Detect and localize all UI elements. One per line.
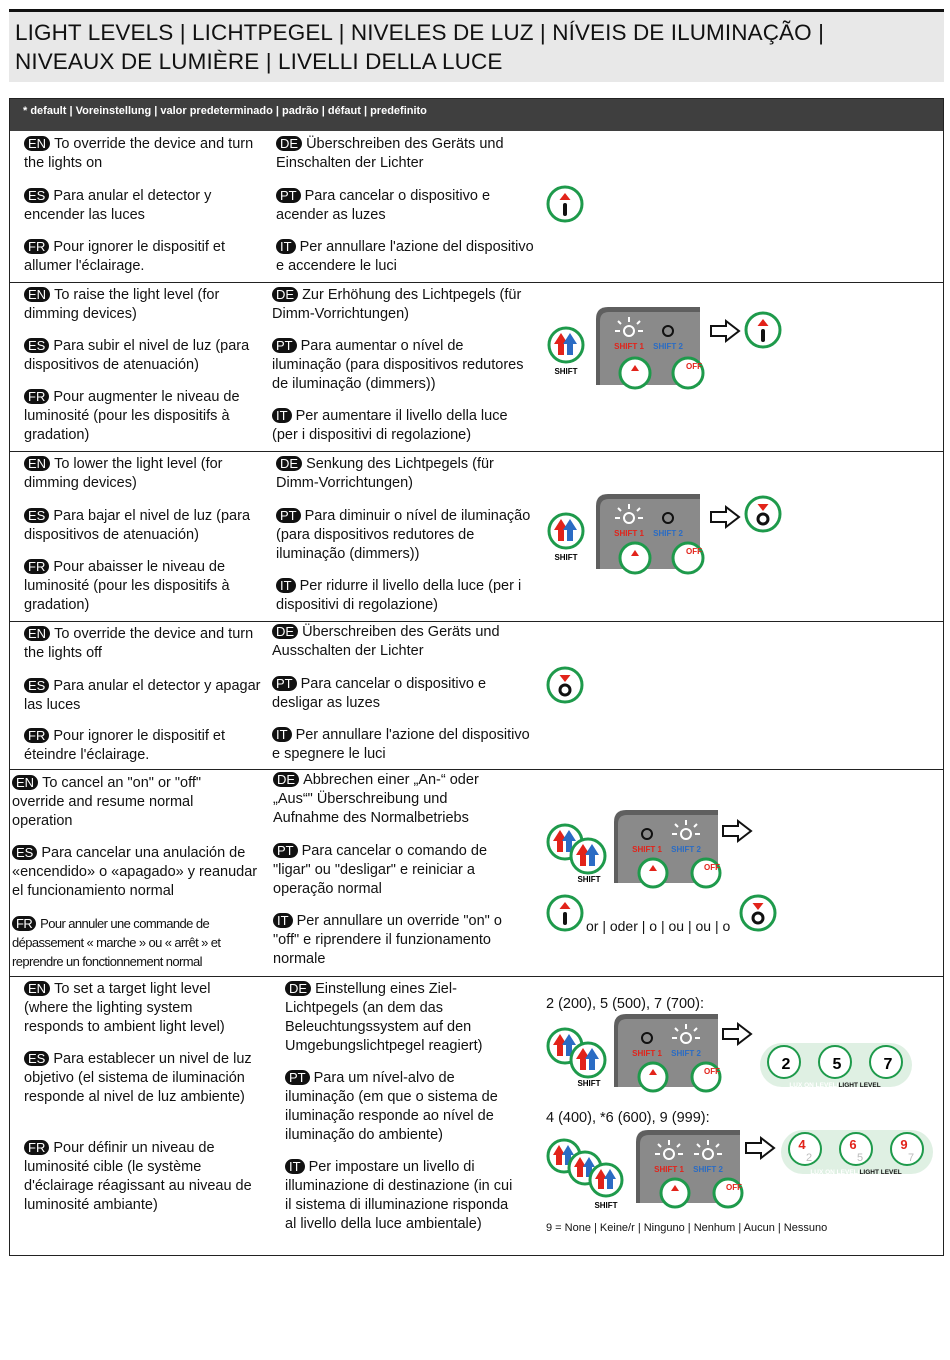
- shift2-label: SHIFT 2: [671, 845, 701, 854]
- lang-tag-en: EN: [24, 287, 50, 302]
- es-text: ES Para cancelar una anulación de «encendido» o «apagado» y reanudar el funcionamiento normal: [12, 845, 258, 899]
- lang-tag-fr: FR: [12, 916, 36, 931]
- es-text: ES Para bajar el nivel de luz (para dispositivos de atenuación): [24, 508, 251, 543]
- fr-text: FR Pour définir un niveau de luminosité cible (le système d'éclairage réagissant au niveau de luminosité ambiante): [24, 1140, 252, 1213]
- lang-tag-en: EN: [24, 626, 50, 641]
- shift1-label: SHIFT 1: [632, 1049, 662, 1058]
- arrow-right-icon: [745, 1137, 775, 1159]
- lang-tag-it: IT: [276, 239, 296, 254]
- es-text: ES Para establecer un nivel de luz objetivo (el sistema de iluminación responde al nivel de luz ambiente): [24, 1051, 252, 1105]
- or-options-text: or | oder | o | ou | ou | o: [586, 918, 731, 934]
- arrow-right-icon: [710, 320, 740, 342]
- digit-2: 2: [781, 1056, 791, 1073]
- row-lower-level: [10, 452, 943, 622]
- default-note-header: * default | Voreinstellung | valor predeterminado | padrão | défaut | predefinito: [10, 99, 943, 131]
- fr-text: FR Pour ignorer le dispositif et allumer l'éclairage.: [24, 239, 226, 274]
- shift2-label: SHIFT 2: [693, 1165, 723, 1174]
- shift1-label: SHIFT 1: [614, 529, 644, 538]
- lang-tag-pt: PT: [272, 338, 297, 353]
- light-label: LIGHT LEVEL: [859, 1169, 902, 1176]
- pt-text: PT Para diminuir o nível de iluminação (para dispositivos redutores de iluminação (dimmers)): [276, 508, 531, 562]
- lang-tag-pt: PT: [272, 676, 297, 691]
- lang-tag-de: DE: [272, 287, 298, 302]
- de-text: DE Überschreiben des Geräts und Ausschalten der Lichter: [272, 624, 500, 659]
- title-bar: [9, 9, 944, 82]
- lang-tag-it: IT: [273, 913, 293, 928]
- instruction-table: [9, 98, 944, 1256]
- lang-tag-fr: FR: [24, 1140, 49, 1155]
- svg-text:LUX ON LEVEL/LIGHT LEVEL: [810, 1169, 901, 1176]
- remote-panel-icon: [614, 1014, 718, 1087]
- remote-panel-icon: [596, 494, 700, 569]
- shift-button-double-icon: [545, 1026, 611, 1088]
- lang-tag-es: ES: [24, 1051, 49, 1066]
- lux-level-selector-icon: [758, 1041, 914, 1091]
- it-text: IT Per ridurre il livello della luce (per i dispositivi di regolazione): [276, 578, 522, 613]
- it-text: IT Per impostare un livello di illuminazione di destinazione (in cui il sistema di illuminazione risponda al livello della luce ambientale): [285, 1159, 513, 1232]
- pt-text: PT Para aumentar o nível de iluminação (para dispositivos redutores de iluminação (dimmers)): [272, 338, 524, 392]
- shift-label: SHIFT: [554, 367, 578, 376]
- de-text: DE Senkung des Lichtpegels (für Dimm-Vorrichtungen): [276, 456, 494, 491]
- light-on-button-icon: [545, 184, 585, 224]
- es-text: ES Para anular el detector y apagar las luces: [24, 678, 261, 713]
- pt-text: PT Para cancelar o dispositivo e acender as luzes: [276, 188, 491, 223]
- shift-label: SHIFT: [554, 553, 578, 562]
- lang-tag-pt: PT: [276, 508, 301, 523]
- it-text: IT Per annullare l'azione del dispositivo e spegnere le luci: [272, 727, 530, 762]
- lang-tag-en: EN: [12, 775, 38, 790]
- shift2-label: SHIFT 2: [653, 342, 683, 351]
- de-text: DE Einstellung eines Ziel-Lichtpegels (an dem das Beleuchtungssystem auf den Umgebungslichtpegel reagiert): [285, 981, 483, 1054]
- fr-text: FR Pour ignorer le dispositif et éteindre l'éclairage.: [24, 728, 226, 763]
- lux-label: LUX ON LEVEL: [789, 1082, 837, 1089]
- off-label: OFF: [686, 547, 702, 556]
- it-text: IT Per aumentare il livello della luce (per i dispositivi di regolazione): [272, 408, 508, 443]
- lux-level-selector-icon: [779, 1128, 935, 1178]
- lang-tag-es: ES: [24, 508, 49, 523]
- shift-button-triple-icon: [545, 1137, 635, 1211]
- digit-5-faded: 5: [856, 1152, 864, 1164]
- shift-button-icon: [545, 511, 589, 563]
- digit-7: 7: [883, 1056, 893, 1073]
- lang-tag-es: ES: [12, 845, 37, 860]
- fr-text: FR Pour augmenter le niveau de luminosité (pour les dispositifs à gradation): [24, 389, 240, 443]
- target-set1-label: 2 (200), 5 (500), 7 (700):: [546, 996, 704, 1012]
- lang-tag-en: EN: [24, 456, 50, 471]
- lang-tag-pt: PT: [276, 188, 301, 203]
- lang-tag-it: IT: [285, 1159, 305, 1174]
- light-label: LIGHT LEVEL: [838, 1082, 881, 1089]
- pt-text: PT Para cancelar o comando de "ligar" ou "desligar" e reiniciar a operação normal: [273, 843, 488, 897]
- digit-2-faded: 2: [805, 1152, 813, 1164]
- lang-tag-fr: FR: [24, 728, 49, 743]
- light-off-button-icon: [738, 893, 778, 933]
- it-text: IT Per annullare un override "on" o "off" e riprendere il funzionamento normale: [273, 913, 502, 967]
- de-text: DE Abbrechen einer „An-“ oder „Aus“" Überschreibung und Aufnahme des Normalbetriebs: [273, 772, 479, 826]
- shift-label: SHIFT: [594, 1201, 618, 1210]
- digit-9: 9: [900, 1137, 908, 1152]
- lang-tag-pt: PT: [273, 843, 298, 858]
- remote-panel-icon: [636, 1130, 740, 1203]
- lang-tag-it: IT: [272, 727, 292, 742]
- lang-tag-fr: FR: [24, 389, 49, 404]
- arrow-right-icon: [722, 820, 752, 842]
- shift-button-icon: [545, 325, 589, 377]
- off-label: OFF: [704, 1067, 720, 1076]
- de-text: DE Zur Erhöhung des Lichtpegels (für Dimm-Vorrichtungen): [272, 287, 522, 322]
- shift1-label: SHIFT 1: [614, 342, 644, 351]
- light-off-button-icon: [743, 494, 783, 534]
- shift-button-double-icon: [545, 822, 611, 884]
- label-sep: /: [836, 1082, 839, 1089]
- arrow-right-icon: [722, 1023, 752, 1045]
- digit-5: 5: [832, 1056, 842, 1073]
- row-raise-level: [10, 283, 943, 452]
- row-cancel-override: [10, 770, 943, 977]
- en-text: EN To override the device and turn the lights off: [24, 626, 254, 661]
- row-lights-on: [10, 131, 943, 283]
- lang-tag-de: DE: [285, 981, 311, 996]
- light-off-button-icon: [545, 665, 585, 705]
- light-on-button-icon: [545, 893, 585, 933]
- off-label: OFF: [726, 1183, 742, 1192]
- light-on-button-icon: [743, 310, 783, 350]
- svg-text:LUX ON LEVEL/LIGHT LEVEL: [789, 1082, 880, 1089]
- label-sep: /: [857, 1169, 860, 1176]
- shift-label: SHIFT: [577, 1079, 601, 1088]
- lang-tag-es: ES: [24, 338, 49, 353]
- shift1-label: SHIFT 1: [654, 1165, 684, 1174]
- fr-text: FR Pour annuler une commande de dépassement « marche » ou « arrêt » et reprendre un fonctionnement normal: [12, 916, 221, 969]
- shift-label: SHIFT: [577, 875, 601, 884]
- digit-7-faded: 7: [907, 1152, 915, 1164]
- shift1-label: SHIFT 1: [632, 845, 662, 854]
- none-note: 9 = None | Keine/r | Ninguno | Nenhum | Aucun | Nessuno: [546, 1222, 828, 1234]
- lang-tag-en: EN: [24, 981, 50, 996]
- lang-tag-de: DE: [276, 456, 302, 471]
- row-target-level: [10, 977, 943, 1256]
- shift2-label: SHIFT 2: [671, 1049, 701, 1058]
- row-lights-off: [10, 622, 943, 770]
- lang-tag-en: EN: [24, 136, 50, 151]
- off-label: OFF: [704, 863, 720, 872]
- en-text: EN To set a target light level (where the lighting system responds to ambient light level): [24, 981, 225, 1035]
- es-text: ES Para subir el nivel de luz (para dispositivos de atenuación): [24, 338, 250, 373]
- en-text: EN To lower the light level (for dimming devices): [24, 456, 223, 491]
- lang-tag-es: ES: [24, 678, 49, 693]
- pt-text: PT Para cancelar o dispositivo e desligar as luzes: [272, 676, 487, 711]
- lang-tag-fr: FR: [24, 559, 49, 574]
- remote-panel-icon: [596, 307, 700, 385]
- arrow-right-icon: [710, 506, 740, 528]
- lang-tag-de: DE: [276, 136, 302, 151]
- lux-label: LUX ON LEVEL: [810, 1169, 858, 1176]
- lang-tag-de: DE: [272, 624, 298, 639]
- lang-tag-pt: PT: [285, 1070, 310, 1085]
- de-text: DE Überschreiben des Geräts und Einschalten der Lichter: [276, 136, 504, 171]
- it-text: IT Per annullare l'azione del dispositivo e accendere le luci: [276, 239, 534, 274]
- lang-tag-es: ES: [24, 188, 49, 203]
- en-text: EN To cancel an "on" or "off" override and resume normal operation: [12, 775, 202, 829]
- remote-panel-icon: [614, 810, 718, 883]
- shift2-label: SHIFT 2: [653, 529, 683, 538]
- lang-tag-de: DE: [273, 772, 299, 787]
- off-label: OFF: [686, 362, 702, 371]
- lang-tag-it: IT: [276, 578, 296, 593]
- es-text: ES Para anular el detector y encender las luces: [24, 188, 212, 223]
- lang-tag-fr: FR: [24, 239, 49, 254]
- lang-tag-it: IT: [272, 408, 292, 423]
- digit-4: 4: [798, 1137, 806, 1152]
- en-text: EN To override the device and turn the lights on: [24, 136, 254, 171]
- pt-text: PT Para um nível-alvo de iluminação (em que o sistema de iluminação responde ao nível de iluminação do ambiente): [285, 1070, 498, 1143]
- en-text: EN To raise the light level (for dimming devices): [24, 287, 220, 322]
- fr-text: FR Pour abaisser le niveau de luminosité (pour les dispositifs à gradation): [24, 559, 230, 613]
- target-set2-label: 4 (400), *6 (600), 9 (999):: [546, 1110, 710, 1126]
- page-title-line-1: LIGHT LEVELS | LICHTPEGEL | NIVELES DE LUZ | NÍVEIS DE ILUMINAÇÃO |: [15, 20, 825, 45]
- digit-6: 6: [849, 1137, 857, 1152]
- page-title-line-2: NIVEAUX DE LUMIÈRE | LIVELLI DELLA LUCE: [15, 49, 503, 74]
